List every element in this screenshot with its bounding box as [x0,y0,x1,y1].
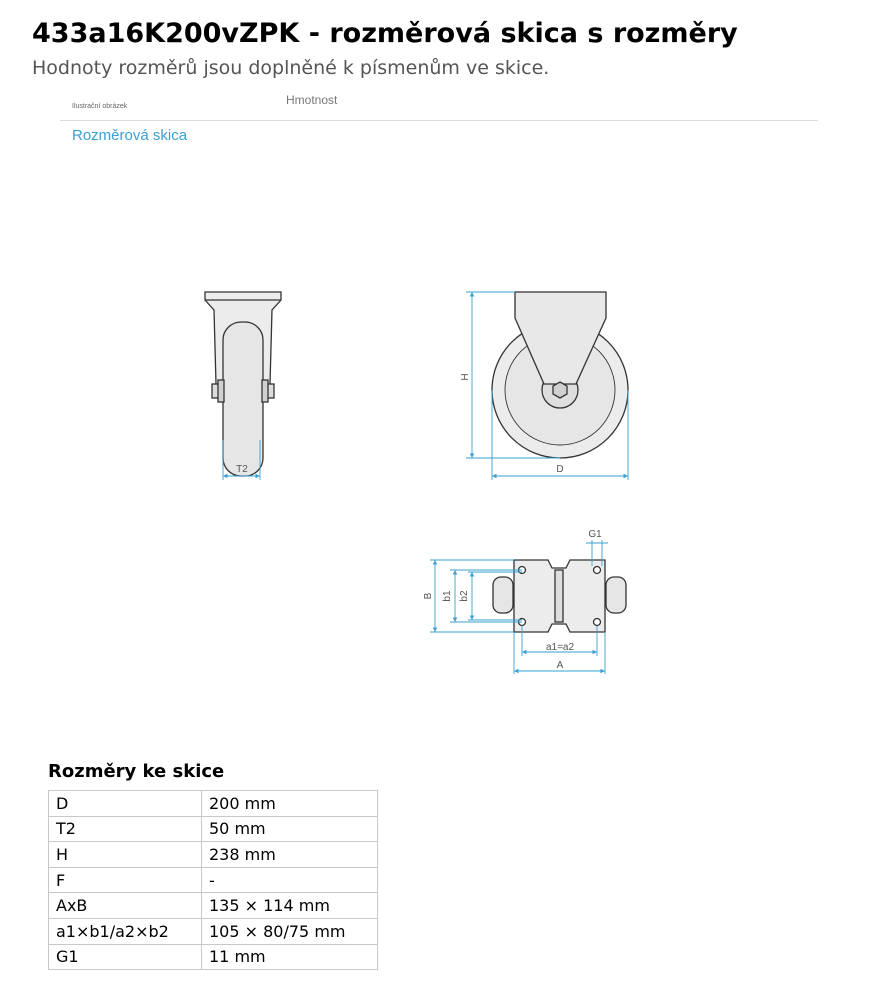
dimension-key: H [49,842,202,868]
label-b1: b1 [442,590,453,602]
label-D: D [556,464,564,475]
dimensions-heading: Rozměry ke skice [48,761,225,782]
caster-side-view [492,292,628,458]
dimension-key: F [49,867,202,893]
table-row [49,867,378,893]
sketch-heading: Rozměrová skica [72,127,188,144]
dimension-key: G1 [49,944,202,970]
dimension-key: AxB [49,893,202,919]
caster-front-view [205,292,281,476]
dimension-value: 11 mm [202,944,378,970]
dimension-value: 200 mm [202,791,378,817]
table-row [49,893,378,919]
table-row [49,816,378,842]
illustration-label: Ilustrační obrázek [72,103,128,110]
table-row [49,918,378,944]
page-subtitle: Hodnoty rozměrů jsou doplněné k písmenům ve skice. [32,57,550,79]
label-b2: b2 [459,590,470,602]
label-a1a2: a1=a2 [545,642,575,653]
dimension-key: a1×b1/a2×b2 [49,918,202,944]
dimension-value: - [202,867,378,893]
dimension-value: 105 × 80/75 mm [202,918,378,944]
label-T2: T2 [236,464,248,475]
label-H: H [460,373,471,381]
label-G1: G1 [588,529,602,540]
dimension-value: 50 mm [202,816,378,842]
dimension-key: D [49,791,202,817]
page-title: 433a16K200vZPK - rozměrová skica s rozměry [32,18,738,49]
dimension-value: 135 × 114 mm [202,893,378,919]
table-row [49,944,378,970]
dimensions-table [48,790,378,970]
table-row [49,791,378,817]
dimension-value: 238 mm [202,842,378,868]
dimension-key: T2 [49,816,202,842]
label-A: A [556,660,564,671]
label-B: B [423,592,434,600]
weight-label: Hmotnost [286,93,338,107]
caster-top-view [493,560,626,632]
table-row [49,842,378,868]
